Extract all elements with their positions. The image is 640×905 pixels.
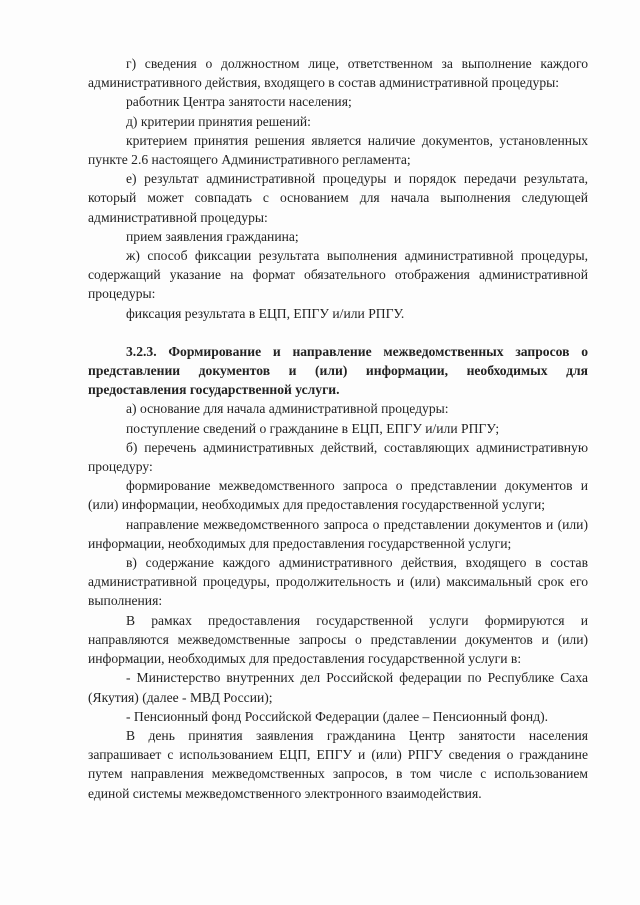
section-heading-3-2-3: 3.2.3. Формирование и направление межведомственных запросов о представлении документов и (или) информации, необходимых для предоставления государственной услуги. [88,343,588,398]
paragraph-e-value: прием заявления гражданина; [126,228,299,244]
paragraph-a: а) основание для начала административной процедуры: [126,401,449,417]
paragraph-v-body: В рамках предоставления государственной услуги формируются и направляются межведомственные запросы о представлении документов и (или) информации, необходимых для предоставления государственной услуги в: [88,612,588,667]
paragraph-b-item-1: формирование межведомственного запроса о представлении документов и (или) информации, необходимых для предоставления государственной услуги; [88,478,588,513]
paragraph-zh: ж) способ фиксации результата выполнения административной процедуры, содержащий указание на формат обязательного отображения административной процедуры: [88,248,588,302]
paragraph-g: г) сведения о должностном лице, ответственном за выполнение каждого административного действия, входящего в состав административной процедуры: [88,56,588,91]
paragraph-v: в) содержание каждого административного действия, входящего в состав административной процедуры, продолжительность и (или) максимальный срок его выполнения: [88,555,588,609]
paragraph-b-item-2: направление межведомственного запроса о представлении документов и (или) информации, необходимых для предоставления государственной услуги; [88,516,588,551]
list-item-pension-fund: - Пенсионный фонд Российской Федерации (далее – Пенсионный фонд). [126,708,549,724]
paragraph-g-value: работник Центра занятости населения; [126,94,352,110]
document-body [88,54,588,803]
section-spacer [88,323,588,342]
paragraph-request-day: В день принятия заявления гражданина Центр занятости населения запрашивает с использованием ЕЦП, ЕПГУ и (или) РПГУ сведения о гражданине путем направления межведомственных запросов, в том числе с использованием единой системы межведомственного электронного взаимодействия. [88,727,588,801]
list-item-mvd: - Министерство внутренних дел Российской федерации по Республике Саха (Якутия) (далее - МВД России); [88,670,588,705]
paragraph-d: д) критерии принятия решений: [126,113,311,129]
paragraph-zh-value: фиксация результата в ЕЦП, ЕПГУ и/или РПГУ. [126,305,405,321]
paragraph-e: е) результат административной процедуры и порядок передачи результата, который может совпадать с основанием для начала выполнения следующей административной процедуры: [88,171,588,225]
paragraph-d-value: критерием принятия решения является наличие документов, установленных пункте 2.6 настоящего Административного регламента; [88,132,588,168]
paragraph-b: б) перечень административных действий, составляющих административную процедуру: [88,439,588,475]
paragraph-a-value: поступление сведений о гражданине в ЕЦП, ЕПГУ и/или РПГУ; [126,420,500,436]
